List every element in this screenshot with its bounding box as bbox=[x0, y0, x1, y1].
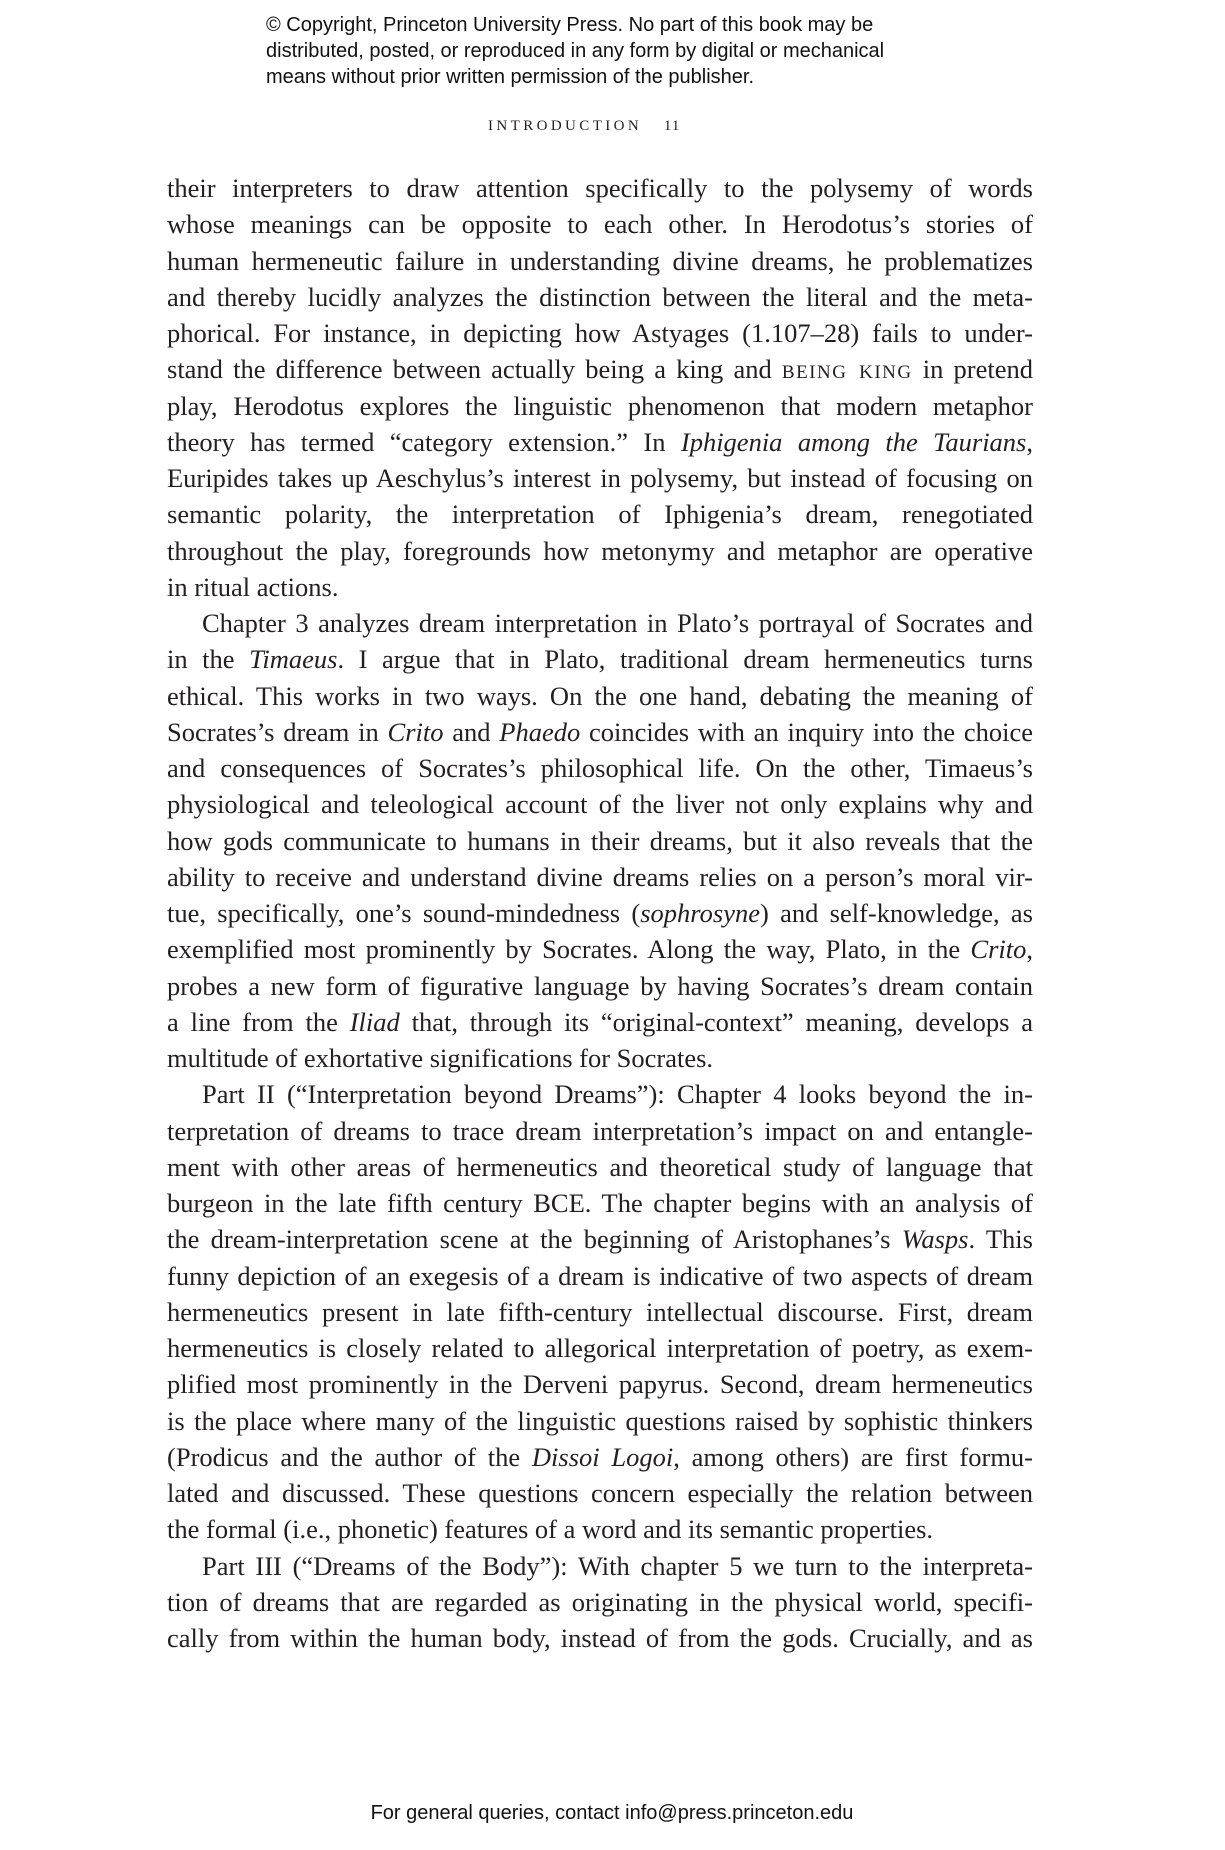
copyright-line: distributed, posted, or reproduced in any form by digital or mechanical bbox=[266, 40, 885, 62]
text-line: phorical. For instance, in depicting how Astyages (1.107–28) fails to under- bbox=[167, 318, 1033, 348]
text-line: Part III (“Dreams of the Body”): With chapter 5 we turn to the interpreta- bbox=[202, 1550, 1033, 1581]
italic-title: Timaeus bbox=[249, 644, 338, 675]
text-line: whose meanings can be opposite to each other. In Herodotus’s stories of bbox=[167, 209, 1033, 240]
text-line: Socrates’s dream in Crito and Phaedo coincides with an inquiry into the choice bbox=[167, 716, 1033, 747]
italic-title: Phaedo bbox=[499, 716, 581, 747]
text-line: throughout the play, foregrounds how metonymy and metaphor are operative bbox=[167, 535, 1033, 566]
text-line: the formal (i.e., phonetic) features of a word and its semantic properties. bbox=[167, 1514, 934, 1545]
small-caps-term: being king bbox=[781, 354, 913, 385]
text-line: hermeneutics present in late fifth-century intellectual discourse. First, dream bbox=[167, 1296, 1033, 1327]
text-line: Chapter 3 analyzes dream interpretation in Plato’s portrayal of Socrates and bbox=[202, 608, 1033, 638]
text-line: Part II (“Interpretation beyond Dreams”): Chapter 4 looks beyond the in- bbox=[202, 1079, 1033, 1110]
paragraph bbox=[167, 170, 1033, 605]
text-line: and consequences of Socrates’s philosophical life. On the other, Timaeus’s bbox=[167, 753, 1033, 783]
text-line: tue, specifically, one’s sound-mindedness (sophrosyne) and self-knowledge, as bbox=[167, 898, 1033, 928]
text-line: hermeneutics is closely related to allegorical interpretation of poetry, as exem- bbox=[167, 1333, 1033, 1363]
text-line: the dream-interpretation scene at the beginning of Aristophanes’s Wasps. This bbox=[167, 1224, 1033, 1255]
text-line: (Prodicus and the author of the Dissoi Logoi, among others) are first formu- bbox=[167, 1441, 1034, 1472]
page-number: 11 bbox=[663, 118, 681, 134]
text-line: ethical. This works in two ways. On the one hand, debating the meaning of bbox=[167, 680, 1033, 711]
text-line: human hermeneutic failure in understanding divine dreams, he problematizes bbox=[167, 245, 1033, 276]
paragraph bbox=[167, 605, 1033, 1076]
text-line: lated and discussed. These questions concern especially the relation between bbox=[167, 1478, 1033, 1508]
text-line: cally from within the human body, instead of from the gods. Crucially, and as bbox=[167, 1623, 1033, 1653]
text-line: a line from the Iliad that, through its “original-context” meaning, develops a bbox=[167, 1006, 1033, 1037]
text-line: physiological and teleological account of the liver not only explains why and bbox=[167, 789, 1033, 820]
text-line: funny depiction of an exegesis of a dream is indicative of two aspects of dream bbox=[167, 1260, 1033, 1291]
italic-title: Dissoi Logoi bbox=[531, 1441, 674, 1472]
footer-contact bbox=[0, 1800, 1225, 1826]
copyright-notice bbox=[266, 12, 986, 90]
italic-title: Crito bbox=[970, 934, 1027, 965]
footer-text: For general queries, contact info@press.princeton.edu bbox=[370, 1802, 854, 1824]
italic-title: Wasps bbox=[901, 1224, 969, 1255]
text-line: ment with other areas of hermeneutics and theoretical study of language that bbox=[167, 1151, 1033, 1182]
italic-title: Iphigenia among the Taurians bbox=[680, 426, 1027, 457]
text-line: in ritual actions. bbox=[167, 571, 339, 602]
text-line: and thereby lucidly analyzes the distinction between the literal and the meta- bbox=[167, 281, 1033, 312]
body-text bbox=[167, 170, 1033, 1656]
italic-title: Crito bbox=[387, 716, 444, 747]
text-line: stand the difference between actually being a king and being king in pretend bbox=[167, 354, 1034, 385]
text-line: play, Herodotus explores the linguistic phenomenon that modern metaphor bbox=[167, 390, 1033, 421]
text-line: is the place where many of the linguistic questions raised by sophistic thinkers bbox=[167, 1405, 1033, 1436]
text-line: terpretation of dreams to trace dream interpretation’s impact on and entangle- bbox=[167, 1115, 1033, 1146]
italic-title: Iliad bbox=[349, 1006, 400, 1037]
text-line: plified most prominently in the Derveni papyrus. Second, dream hermeneutics bbox=[167, 1369, 1033, 1400]
text-line: theory has termed “category extension.” In Iphigenia among the Taurians, bbox=[167, 426, 1033, 457]
text-line: burgeon in the late fifth century BCE. The chapter begins with an analysis of bbox=[167, 1188, 1033, 1218]
text-line: in the Timaeus. I argue that in Plato, traditional dream hermeneutics turns bbox=[167, 644, 1033, 675]
text-line: multitude of exhortative significations for Socrates. bbox=[167, 1043, 714, 1073]
paragraph bbox=[167, 1076, 1033, 1547]
copyright-line: means without prior written permission of the publisher. bbox=[266, 66, 755, 88]
text-line: ability to receive and understand divine dreams relies on a person’s moral vir- bbox=[167, 861, 1033, 892]
running-head-title: INTRODUCTION bbox=[488, 118, 643, 134]
text-line: how gods communicate to humans in their dreams, but it also reveals that the bbox=[167, 825, 1033, 856]
paragraph bbox=[167, 1548, 1033, 1657]
text-line: exemplified most prominently by Socrates. Along the way, Plato, in the Crito, bbox=[167, 934, 1033, 965]
text-line: their interpreters to draw attention specifically to the polysemy of words bbox=[167, 173, 1033, 203]
text-line: probes a new form of figurative language by having Socrates’s dream contain bbox=[167, 970, 1033, 1001]
copyright-line: © Copyright, Princeton University Press. No part of this book may be bbox=[266, 14, 874, 36]
running-head bbox=[488, 116, 680, 136]
italic-term: sophrosyne bbox=[640, 898, 760, 928]
text-line: semantic polarity, the interpretation of Iphigenia’s dream, renegotiated bbox=[167, 499, 1033, 530]
text-line: tion of dreams that are regarded as originating in the physical world, specifi- bbox=[167, 1586, 1033, 1617]
text-line: Euripides takes up Aeschylus’s interest in polysemy, but instead of focusing on bbox=[167, 463, 1033, 493]
